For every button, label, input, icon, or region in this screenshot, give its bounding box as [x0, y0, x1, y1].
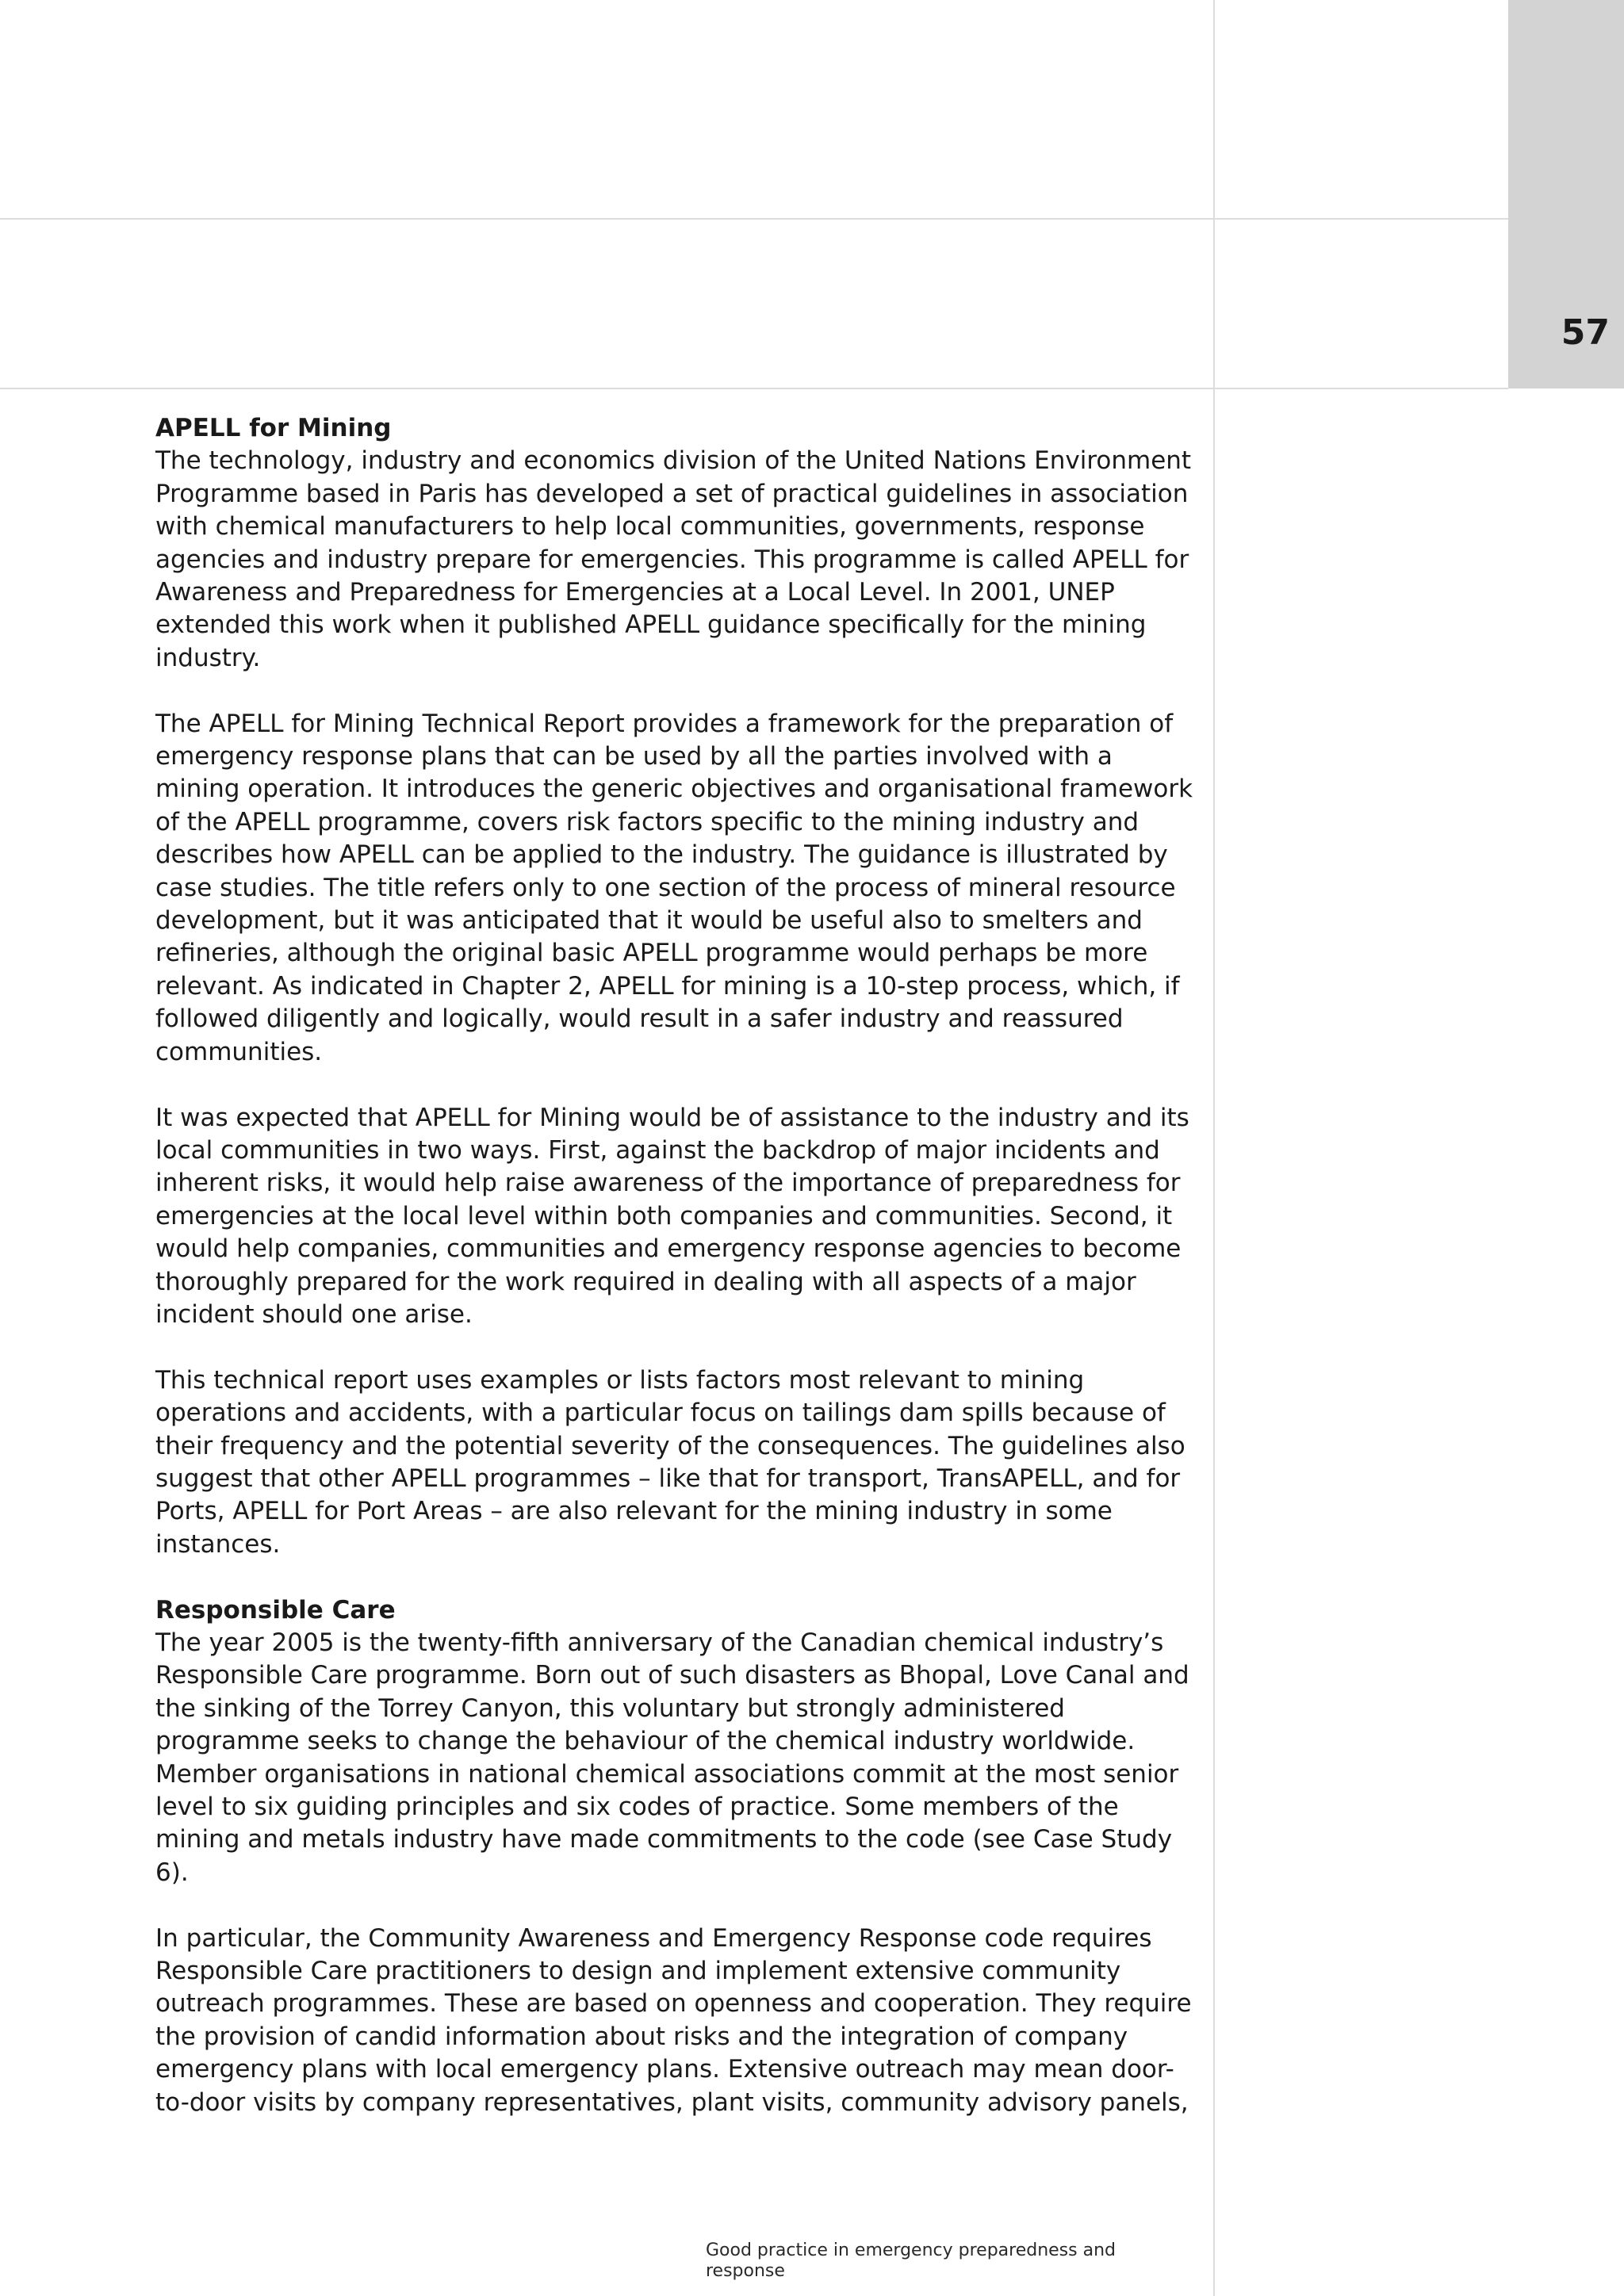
top-divider — [0, 218, 1508, 220]
column-divider — [1213, 0, 1215, 2296]
section-heading: APELL for Mining — [155, 414, 392, 442]
paragraph: The APELL for Mining Technical Report provides a framework for the preparation of emergency response plans that can be used by all the parties involved with a mining operation. It introduces the generic objectives and organisational framework of the APELL programme, covers risk factors specific to the mining industry and describes how APELL can be applied to the industry. The guidance is illustrated by case studies. The title refers only to one section of the process of mineral resource development, but it was anticipated that it would be useful also to smelters and refineries, although the original basic APELL programme would perhaps be more relevant. As indicated in Chapter 2, APELL for mining is a 10-step process, which, if followed diligently and logically, would result in a safer industry and reassured communities. — [155, 709, 1193, 1066]
page-number-tab — [1508, 0, 1624, 388]
section-responsible-care — [155, 1594, 1202, 2119]
paragraph: In particular, the Community Awareness and Emergency Response code requires Responsible Care practitioners to design and implement extensive community outreach programmes. These are based on openness and cooperation. They require the provision of candid information about risks and the integration of company emergency plans with local emergency plans. Extensive outreach may mean door-to-door visits by company representatives, plant visits, community advisory panels, — [155, 1923, 1192, 2117]
running-footer: Good practice in emergency preparedness and response — [706, 2241, 1116, 2281]
section-apell-for-mining — [155, 412, 1202, 1561]
paragraph: The year 2005 is the twenty-fifth anniversary of the Canadian chemical industry’s Responsible Care programme. Born out of such disasters as Bhopal, Love Canal and the sinking of the Torrey Canyon, this voluntary but strongly administered programme seeks to change the behaviour of the chemical industry worldwide. Member organisations in national chemical associations commit at the most senior level to six guiding principles and six codes of practice. Some members of the mining and metals industry have made commitments to the code (see Case Study 6). — [155, 1628, 1189, 1887]
paragraph: The technology, industry and economics division of the United Nations Environment Programme based in Paris has developed a set of practical guidelines in association with chemical manufacturers to help local communities, governments, response agencies and industry prepare for emergencies. This programme is called APELL for Awareness and Preparedness for Emergencies at a Local Level. In 2001, UNEP extended this work when it published APELL guidance specifically for the mining industry. — [155, 446, 1192, 672]
header-divider — [0, 388, 1508, 389]
paragraph: It was expected that APELL for Mining would be of assistance to the industry and its local communities in two ways. First, against the backdrop of major incidents and inherent risks, it would help raise awareness of the importance of preparedness for emergencies at the local level within both companies and communities. Second, it would help companies, communities and emergency response agencies to become thoroughly prepared for the work required in dealing with all aspects of a major incident should one arise. — [155, 1103, 1189, 1329]
body-text — [155, 412, 1202, 2152]
section-heading: Responsible Care — [155, 1595, 396, 1624]
page-number: 57 — [1561, 312, 1610, 353]
paragraph: This technical report uses examples or lists factors most relevant to mining operations and accidents, with a particular focus on tailings dam spills because of their frequency and the potential severity of the consequences. The guidelines also suggest that other APELL programmes – like that for transport, TransAPELL, and for Ports, APELL for Port Areas – are also relevant for the mining industry in some instances. — [155, 1365, 1185, 1559]
